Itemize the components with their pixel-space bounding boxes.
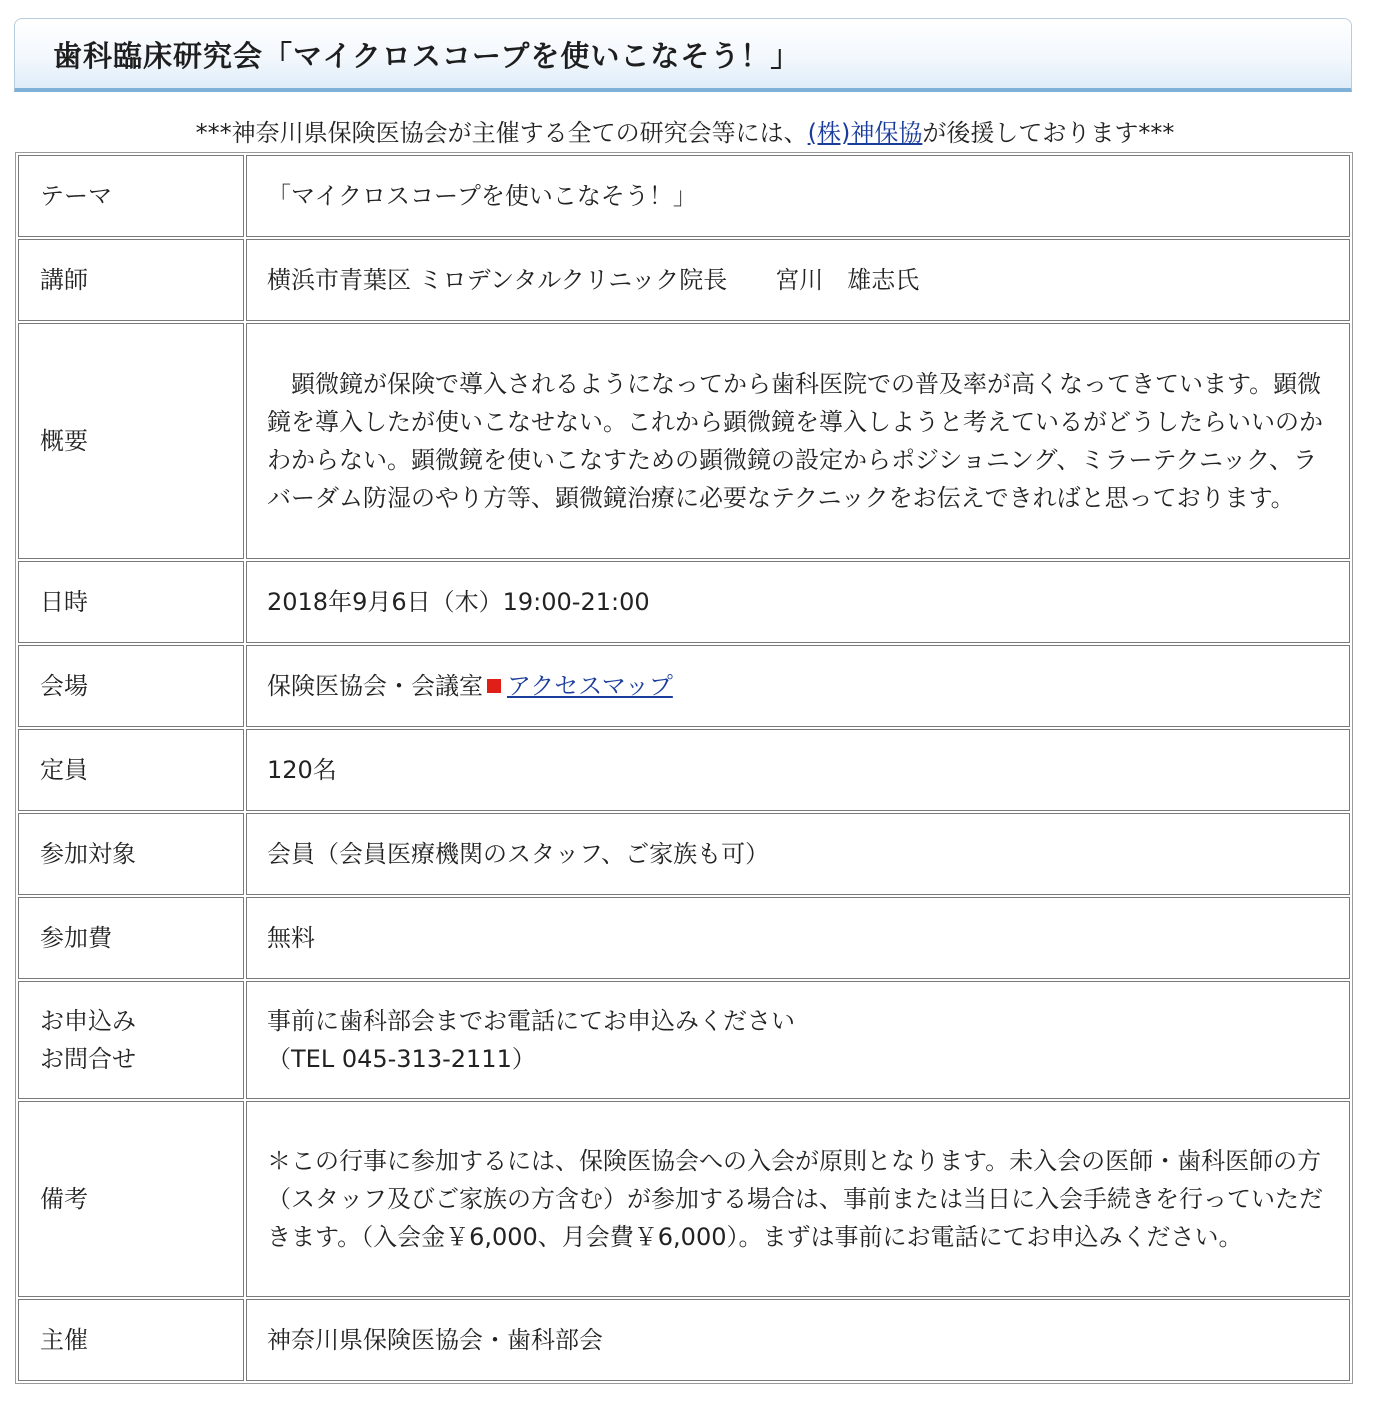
table-row-summary [18, 323, 1350, 559]
summary-value: 顕微鏡が保険で導入されるようになってから歯科医院での普及率が高くなってきています。顕微鏡を導入したが使いこなせない。これから顕微鏡を導入しようと考えているがどうしたらいいのかわからない。顕微鏡を使いこなすための顕微鏡の設定からポジショニング、ミラーテクニック、ラバーダム防湿のやり方等、顕微鏡治療に必要なテクニックをお伝えできればと思っております。 [246, 323, 1350, 559]
capacity-label: 定員 [18, 729, 244, 811]
contact-value-line2: （TEL 045-313-2111） [267, 1045, 536, 1073]
theme-value: 「マイクロスコープを使いこなそう！」 [246, 155, 1350, 237]
red-square-icon [487, 679, 501, 693]
capacity-value: 120名 [246, 729, 1350, 811]
fee-label: 参加費 [18, 897, 244, 979]
venue-value [246, 645, 1350, 727]
table-row-organizer [18, 1299, 1350, 1381]
fee-value: 無料 [246, 897, 1350, 979]
theme-label: テーマ [18, 155, 244, 237]
table-row-fee [18, 897, 1350, 979]
lecturer-value-text: 横浜市青葉区 ミロデンタルクリニック院長 宮川 雄志氏 [267, 266, 920, 294]
page-title: 歯科臨床研究会「マイクロスコープを使いこなそう！」 [53, 39, 801, 73]
table-row-theme [18, 155, 1350, 237]
contact-value-line1: 事前に歯科部会までお電話にてお申込みください [267, 1007, 795, 1035]
lecturer-value [246, 239, 1350, 321]
contact-value [246, 981, 1350, 1099]
sponsor-notice-prefix: ***神奈川県保険医協会が主催する全ての研究会等には、 [195, 119, 808, 147]
target-value: 会員（会員医療機関のスタッフ、ご家族も可） [246, 813, 1350, 895]
datetime-label: 日時 [18, 561, 244, 643]
table-row-notes [18, 1101, 1350, 1297]
sponsor-notice [0, 113, 1370, 148]
table-row-lecturer [18, 239, 1350, 321]
access-map-link[interactable]: アクセスマップ [507, 672, 673, 700]
contact-label-line2: お問合せ [40, 1045, 136, 1073]
notes-label: 備考 [18, 1101, 244, 1297]
event-info-table [15, 152, 1353, 1384]
summary-label: 概要 [18, 323, 244, 559]
notes-value: ＊この行事に参加するには、保険医協会への入会が原則となります。未入会の医師・歯科医師の方（スタッフ及びご家族の方含む）が参加する場合は、事前または当日に入会手続きを行っていただきます。（入会金￥6,000、月会費￥6,000）。まずは事前にお電話にてお申込みください。 [246, 1101, 1350, 1297]
organizer-value: 神奈川県保険医協会・歯科部会 [246, 1299, 1350, 1381]
organizer-label: 主催 [18, 1299, 244, 1381]
datetime-value: 2018年9月6日（木）19:00-21:00 [246, 561, 1350, 643]
sponsor-notice-suffix: が後援しております*** [922, 119, 1175, 147]
table-row-target [18, 813, 1350, 895]
lecturer-label: 講師 [18, 239, 244, 321]
venue-name: 保険医協会・会議室 [267, 672, 483, 700]
target-label: 参加対象 [18, 813, 244, 895]
title-bar [14, 18, 1352, 92]
table-row-capacity [18, 729, 1350, 811]
contact-label [18, 981, 244, 1099]
table-row-venue [18, 645, 1350, 727]
venue-label: 会場 [18, 645, 244, 727]
sponsor-link[interactable]: (株)神保協 [807, 119, 923, 147]
table-row-contact [18, 981, 1350, 1099]
contact-label-line1: お申込み [40, 1007, 136, 1035]
table-row-datetime [18, 561, 1350, 643]
